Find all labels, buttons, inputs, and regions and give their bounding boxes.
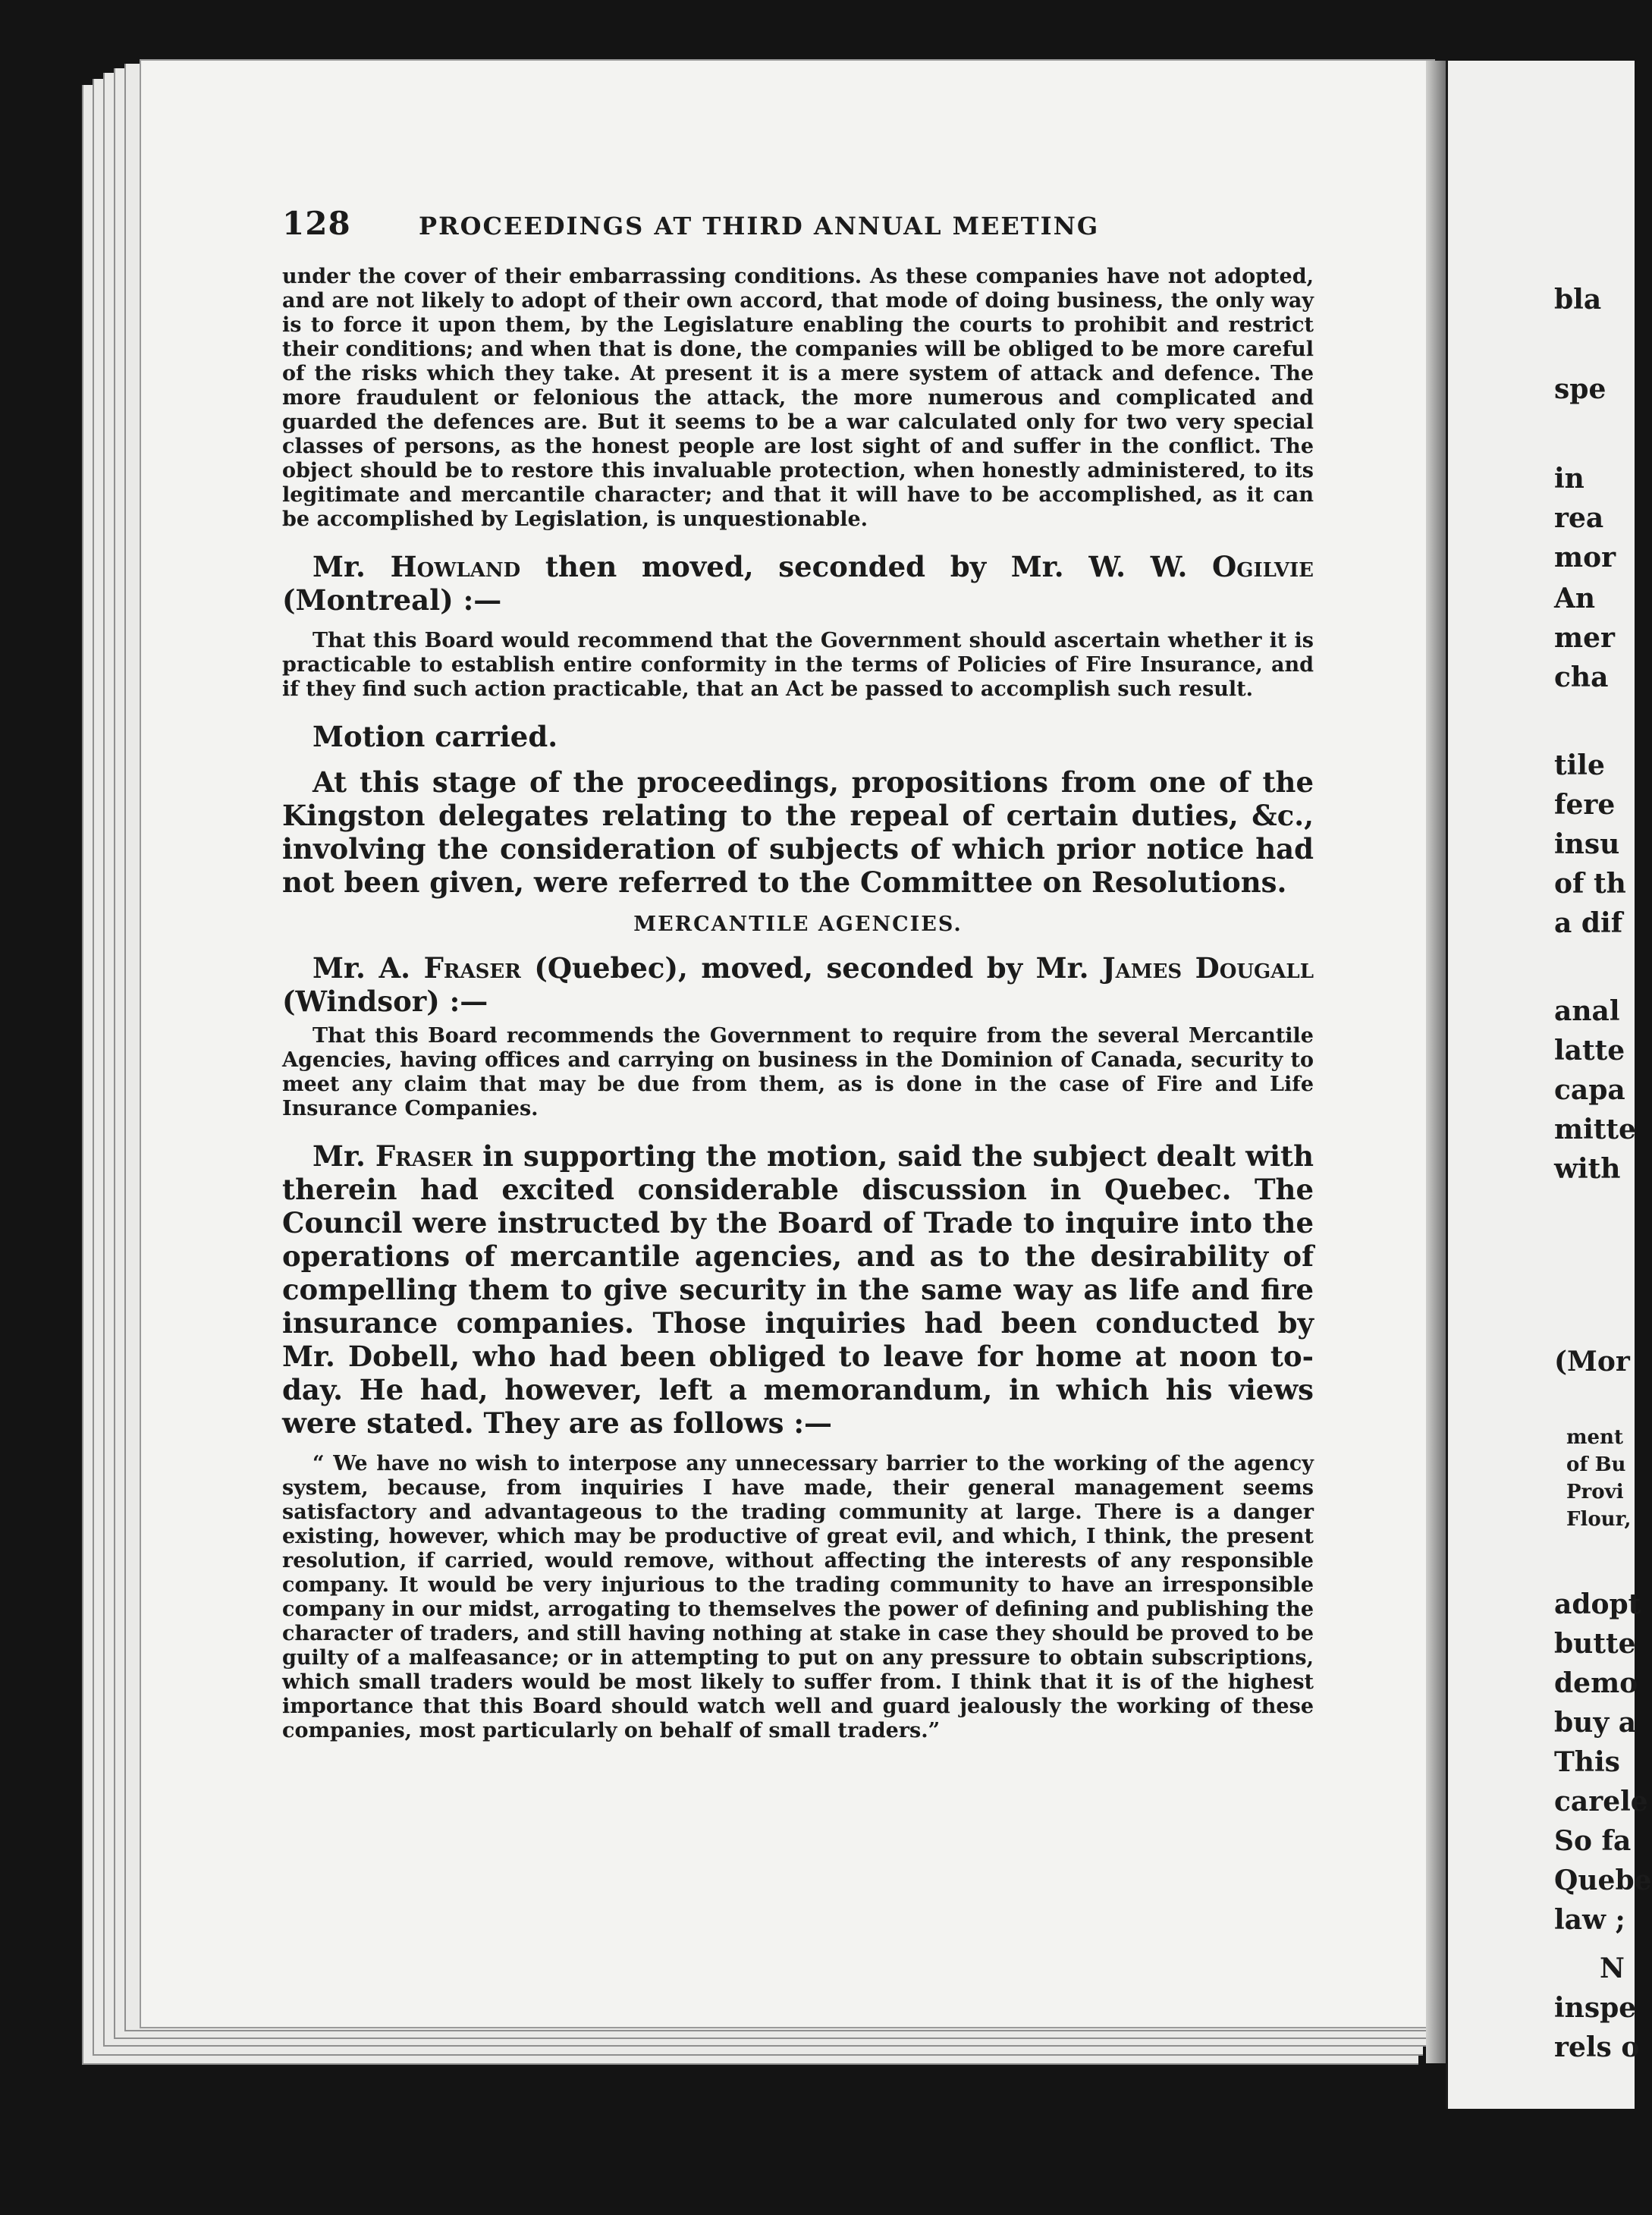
facing-text-fragment: Quebe bbox=[1554, 1865, 1652, 1896]
quoted-memorandum: “ We have no wish to interpose any unnecessary barrier to the working of the agency system, because, from inquiries I have made, their general management seems satisfactory and advantageous to the trading community at large. There is a danger existing, however, which may be productive of great evil, and which, I think, the present resolution, if carried, would remove, without affecting the interests of any responsible company. It would be very injurious to the trading community to have an irresponsible company in our midst, arrogating to themselves the power of defining and publishing the character of traders, and still having nothing at stake in case they should be proved to be guilty of a malfeasance; or in attempting to put on any pressure to obtain subscriptions, which small traders would be most likely to suffer from. I think that it is of the highest importance that this Board should watch well and guard jealously the working of these companies, most particularly on behalf of small traders.” bbox=[282, 1452, 1314, 1742]
facing-text-fragment: carele bbox=[1554, 1786, 1648, 1818]
facing-text-fragment: anal bbox=[1554, 995, 1620, 1027]
facing-text-fragment: of Bu bbox=[1566, 1453, 1626, 1476]
facing-text-fragment: law ; bbox=[1554, 1904, 1625, 1936]
paragraph-continuation: under the cover of their embarrassing conditions. As these companies have not adopted, and are not likely to adopt of their own accord, that mode of doing business, the only way is to force it upon them, by the Legislature enabling the courts to prohibit and restrict their conditions; and when that is done, the companies will be obliged to be more careful of the risks which they take. At present it is a mere system of attack and defence. The more fraudulent or felonious the attack, the more numerous and complicated and guarded the defences are. But it seems to be a war calculated only for two very special classes of persons, as the honest people are lost sight of and suffer in the conflict. The object should be to restore this invaluable protection, when honestly administered, to its legitimate and mercantile character; and that it will have to be accomplished, as it can be accomplished by Legislation, is unquestionable. bbox=[282, 265, 1314, 531]
facing-text-fragment: An bbox=[1554, 583, 1596, 614]
facing-text-fragment: (Mor bbox=[1554, 1346, 1630, 1378]
facing-text-fragment: a dif bbox=[1554, 907, 1623, 939]
resolution-fire-insurance: That this Board would recommend that the Government should ascertain whether it is practicable to establish entire conformity in the terms of Policies of Fire Insurance, and if they find such action practicable, that an Act be passed to accomplish such result. bbox=[282, 629, 1314, 701]
facing-text-fragment: Provi bbox=[1566, 1481, 1624, 1503]
facing-text-fragment: bla bbox=[1554, 284, 1602, 316]
facing-text-fragment: of th bbox=[1554, 868, 1626, 900]
paragraph-kingston: At this stage of the proceedings, propositions from one of the Kingston delegates relating to the repeal of certain duties, &c., involving the consideration of subjects of which prior notice had not been given, were referred to the Committee on Resolutions. bbox=[282, 765, 1314, 899]
facing-text-fragment: ment bbox=[1566, 1426, 1623, 1449]
facing-text-fragment: inspe bbox=[1554, 1992, 1637, 2024]
facing-text-fragment: fere bbox=[1554, 789, 1616, 821]
book-page bbox=[140, 59, 1435, 2028]
motion-carried: Motion carried. bbox=[312, 720, 558, 753]
section-heading: MERCANTILE AGENCIES. bbox=[633, 913, 963, 936]
facing-text-fragment: with bbox=[1554, 1153, 1621, 1185]
page-number: 128 bbox=[282, 205, 351, 242]
facing-text-fragment: demo bbox=[1554, 1667, 1638, 1699]
page-content bbox=[282, 205, 1314, 1743]
running-head bbox=[282, 205, 1314, 242]
facing-text-fragment: adopt bbox=[1554, 1588, 1641, 1620]
running-title: PROCEEDINGS AT THIRD ANNUAL MEETING bbox=[419, 212, 1100, 240]
facing-text-fragment: mor bbox=[1554, 542, 1616, 573]
facing-text-fragment: So fa bbox=[1554, 1825, 1632, 1857]
facing-text-fragment: tile bbox=[1554, 749, 1605, 781]
facing-text-fragment: spe bbox=[1554, 373, 1606, 405]
facing-text-fragment: N bbox=[1600, 1953, 1625, 1984]
facing-text-fragment: mitte bbox=[1554, 1114, 1636, 1145]
facing-text-fragment: Flour, bbox=[1566, 1508, 1632, 1531]
motion-howland: Mr. Howland then moved, seconded by Mr. W. W. Ogilvie (Montreal) :— bbox=[282, 550, 1314, 617]
facing-text-fragment: butte bbox=[1554, 1628, 1636, 1660]
facing-page bbox=[1446, 61, 1652, 2109]
facing-text-fragment: buy a bbox=[1554, 1707, 1637, 1739]
facing-text-fragment: rea bbox=[1554, 502, 1604, 534]
facing-text-fragment: capa bbox=[1554, 1074, 1625, 1106]
motion-fraser: Mr. A. Fraser (Quebec), moved, seconded by Mr. James Dougall (Windsor) :— bbox=[282, 951, 1314, 1018]
facing-text-fragment: rels o bbox=[1554, 2031, 1640, 2063]
facing-text-fragment: cha bbox=[1554, 661, 1609, 693]
facing-text-fragment: insu bbox=[1554, 828, 1620, 860]
facing-text-fragment: mer bbox=[1554, 622, 1615, 654]
facing-text-fragment: This bbox=[1554, 1746, 1620, 1778]
paragraph-fraser-speech: Mr. Fraser in supporting the motion, said the subject dealt with therein had excited considerable discussion in Quebec. The Council were instructed by the Board of Trade to inquire into the operations of mercantile agencies, and as to the desirability of compelling them to give security in the same way as life and fire insurance companies. Those inquiries had been conducted by Mr. Dobell, who had been obliged to leave for home at noon to-day. He had, however, left a memorandum, in which his views were stated. They are as follows :— bbox=[282, 1139, 1314, 1440]
facing-text-fragment: latte bbox=[1554, 1035, 1625, 1067]
facing-text-fragment: in bbox=[1554, 463, 1584, 495]
resolution-mercantile-agencies: That this Board recommends the Government to require from the several Mercantile Agencies, having offices and carrying on business in the Dominion of Canada, security to meet any claim that may be due from them, as is done in the case of Fire and Life Insurance Companies. bbox=[282, 1024, 1314, 1120]
